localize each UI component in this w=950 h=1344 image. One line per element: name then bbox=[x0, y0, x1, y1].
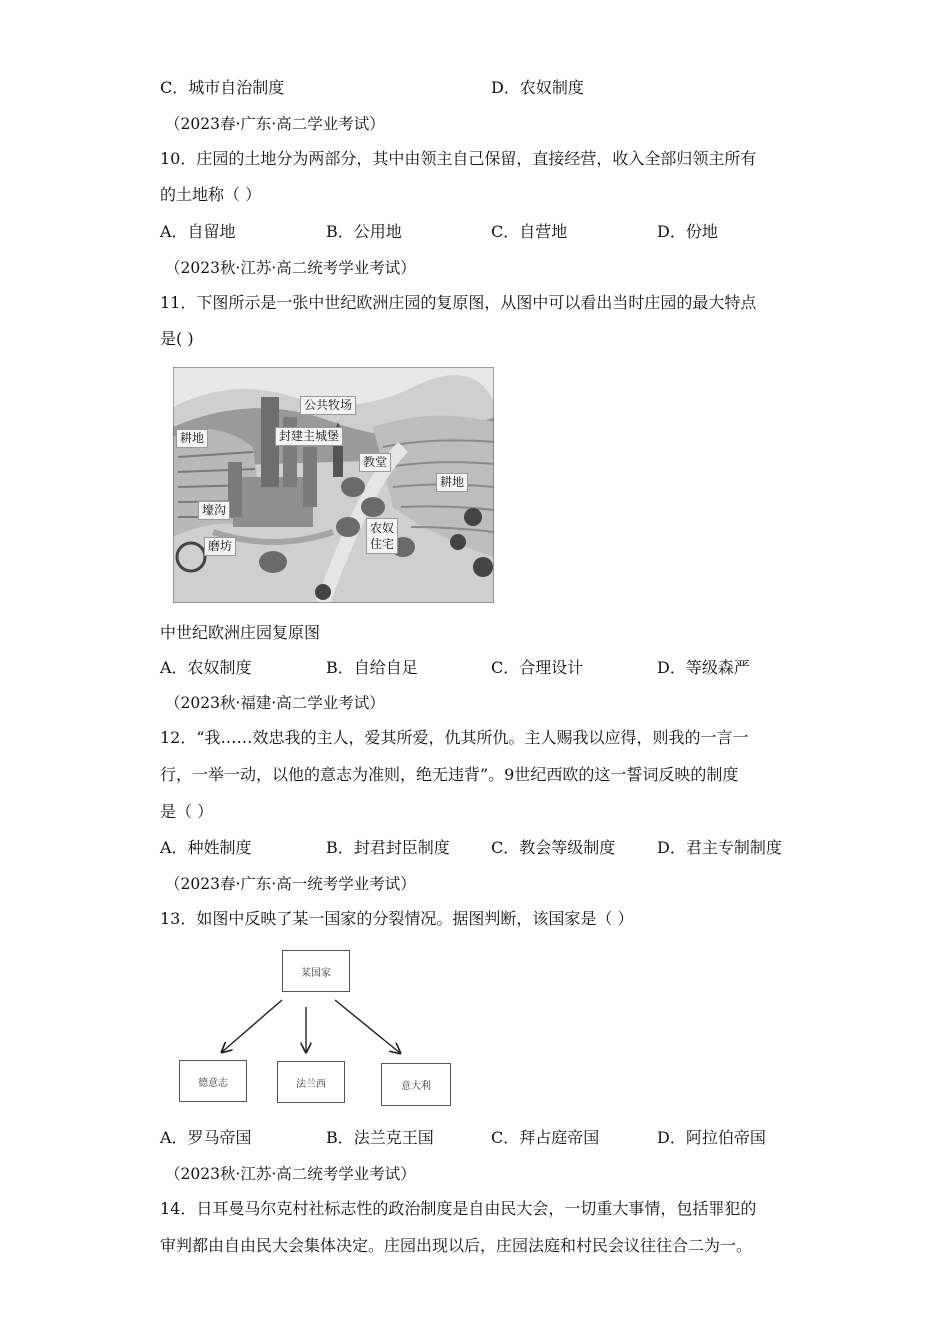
q10-option-c: C．自营地 bbox=[491, 222, 568, 241]
q12-option-c: C．教会等级制度 bbox=[491, 838, 616, 857]
q12-options-row bbox=[160, 837, 800, 859]
diagram-root-box: 某国家 bbox=[282, 950, 350, 992]
q10-source: （2023春·广东·高二学业考试） bbox=[165, 115, 385, 133]
q11-option-b: B．自给自足 bbox=[326, 658, 418, 677]
q9-option-d: D．农奴制度 bbox=[491, 78, 584, 97]
q11-option-d: D．等级森严 bbox=[657, 658, 750, 677]
q11-option-a: A．农奴制度 bbox=[160, 658, 252, 677]
label-castle: 封建主城堡 bbox=[275, 427, 343, 446]
label-farmland-right: 耕地 bbox=[436, 473, 468, 492]
manor-reconstruction-image bbox=[173, 367, 494, 603]
label-farmland-left: 耕地 bbox=[176, 429, 208, 448]
q13-source: （2023春·广东·高一统考学业考试） bbox=[165, 875, 416, 893]
q11-options-row bbox=[160, 657, 800, 679]
q12-source: （2023秋·福建·高二学业考试） bbox=[165, 694, 385, 712]
label-serf-housing-line2: 住宅 bbox=[370, 537, 395, 551]
q14-stem-line1: 14．日耳曼马尔克村社标志性的政治制度是自由民大会，一切重大事情，包括罪犯的 bbox=[160, 1199, 757, 1218]
q11-stem-line2: 是( ) bbox=[160, 329, 194, 348]
q11-option-c: C．合理设计 bbox=[491, 658, 584, 677]
q10-option-d: D．份地 bbox=[657, 222, 718, 241]
q14-stem-line2: 审判都由自由民大会集体决定。庄园出现以后，庄园法庭和村民会议往往合二为一。 bbox=[160, 1236, 753, 1255]
label-pasture: 公共牧场 bbox=[300, 396, 356, 415]
q14-source: （2023秋·江苏·高二统考学业考试） bbox=[165, 1165, 416, 1183]
label-church: 教堂 bbox=[359, 453, 391, 472]
q13-options-row bbox=[160, 1127, 800, 1149]
q13-stem-line1: 13．如图中反映了某一国家的分裂情况。据图判断，该国家是（ ） bbox=[160, 909, 634, 928]
arrow-to-child3 bbox=[335, 1000, 400, 1053]
q13-option-d: D．阿拉伯帝国 bbox=[657, 1128, 766, 1147]
diagram-child3-box: 意大利 bbox=[381, 1063, 451, 1106]
q11-source: （2023秋·江苏·高二统考学业考试） bbox=[165, 259, 416, 277]
q9-option-c: C．城市自治制度 bbox=[160, 78, 285, 97]
q10-option-a: A．自留地 bbox=[160, 222, 236, 241]
label-serf-housing-line1: 农奴 bbox=[370, 521, 395, 535]
q12-option-d: D．君主专制制度 bbox=[657, 838, 782, 857]
label-serf-housing bbox=[366, 518, 398, 554]
q12-stem-line3: 是（ ） bbox=[160, 802, 214, 821]
country-split-diagram bbox=[170, 945, 470, 1115]
q10-stem-line1: 10．庄园的土地分为两部分，其中由领主自己保留，直接经营，收入全部归领主所有 bbox=[160, 149, 757, 168]
q10-stem-line2: 的土地称（ ） bbox=[160, 185, 262, 204]
q12-stem-line1: 12．“我……效忠我的主人，爱其所爱，仇其所仇。主人赐我以应得，则我的一言一 bbox=[160, 728, 749, 747]
q13-option-a: A．罗马帝国 bbox=[160, 1128, 252, 1147]
q10-options-row bbox=[160, 221, 800, 243]
q11-figure-caption: 中世纪欧洲庄园复原图 bbox=[160, 623, 321, 642]
q10-option-b: B．公用地 bbox=[326, 222, 402, 241]
label-moat: 壕沟 bbox=[198, 501, 230, 520]
q12-option-b: B．封君封臣制度 bbox=[326, 838, 450, 857]
q13-option-b: B．法兰克王国 bbox=[326, 1128, 434, 1147]
q12-option-a: A．种姓制度 bbox=[160, 838, 252, 857]
diagram-child1-box: 德意志 bbox=[179, 1060, 247, 1102]
diagram-child2-box: 法兰西 bbox=[277, 1061, 345, 1103]
q12-stem-line2: 行，一举一动，以他的意志为准则，绝无违背”。9世纪西欧的这一誓词反映的制度 bbox=[160, 765, 739, 784]
label-mill: 磨坊 bbox=[204, 537, 236, 556]
arrow-to-child1 bbox=[222, 1000, 282, 1052]
q11-stem-line1: 11．下图所示是一张中世纪欧洲庄园的复原图，从图中可以看出当时庄园的最大特点 bbox=[160, 293, 757, 312]
q9-options-row bbox=[160, 77, 800, 99]
q13-option-c: C．拜占庭帝国 bbox=[491, 1128, 600, 1147]
